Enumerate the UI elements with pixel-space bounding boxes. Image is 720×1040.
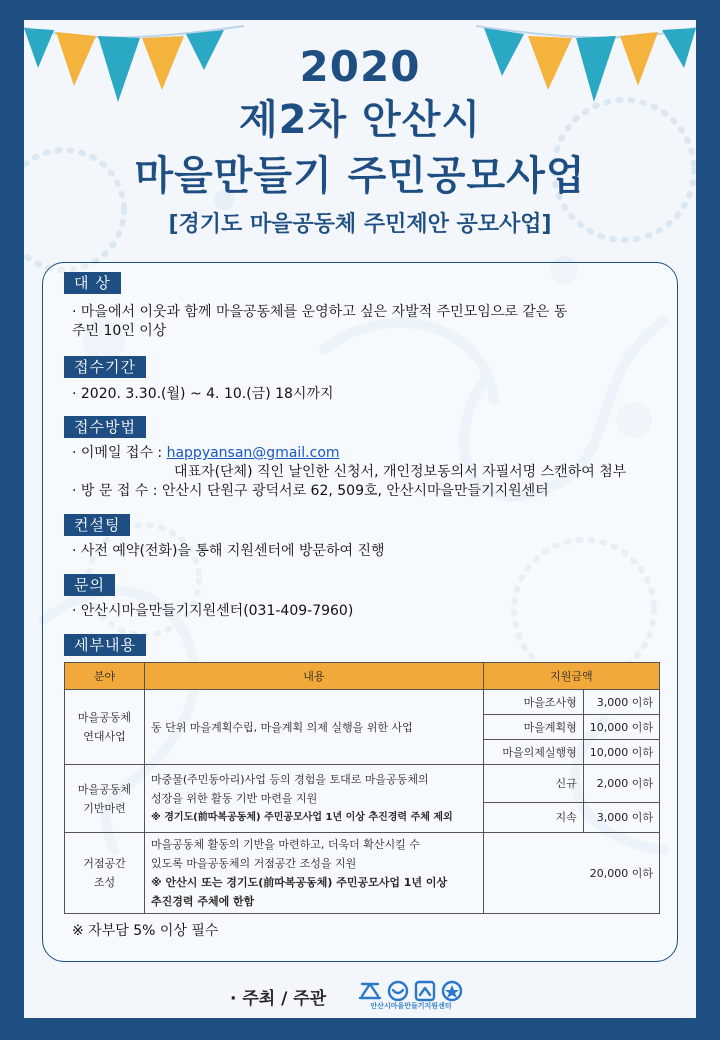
row3-field xyxy=(65,833,145,914)
row1-type-3: 마을의제실행형 xyxy=(483,740,583,765)
row1-field-a: 마을공동체 xyxy=(77,711,132,724)
row1-field xyxy=(65,690,145,765)
label-inquiry: 문의 xyxy=(64,574,115,596)
email-detail: 대표자(단체) 직인 날인한 신청서, 개인정보동의서 자필서명 스캔하여 첨부 xyxy=(174,464,627,480)
table-header-row xyxy=(65,663,660,690)
row1-content: 동 단위 마을계획수립, 마을계획 의제 실행을 위한 사업 xyxy=(145,690,484,765)
title-year: 2020 xyxy=(299,42,421,91)
email-link[interactable]: happyansan@gmail.com xyxy=(166,445,340,461)
label-period: 접수기간 xyxy=(64,356,146,378)
row1-amount-3: 10,000 이하 xyxy=(583,740,659,765)
row2-field-a: 마을공동체 xyxy=(77,782,132,796)
title-block xyxy=(24,42,696,240)
host-label: · 주최 / 주관 xyxy=(230,989,327,1009)
logo-text: 안산시마을만들기지원센터 xyxy=(370,1002,452,1010)
table-row xyxy=(65,690,660,715)
title-line-2: 마을만들기 주민공모사업 xyxy=(134,153,586,199)
row1-field-b: 연대사업 xyxy=(83,730,126,743)
label-method: 접수방법 xyxy=(64,416,146,438)
row3-content-2: 있도록 마을공동체의 거점공간 조성을 지원 xyxy=(151,857,357,870)
period-line: · 2020. 3.30.(월) ~ 4. 10.(금) 18시까지 xyxy=(72,386,334,402)
details-table xyxy=(64,662,660,914)
self-pay-note: ※ 자부담 5% 이상 필수 xyxy=(72,923,219,939)
row1-type-1: 마을조사형 xyxy=(483,690,583,715)
row1-type-2: 마을계획형 xyxy=(483,715,583,740)
row2-content-1: 마중물(주민동아리)사업 등의 경험을 토대로 마을공동체의 xyxy=(151,773,429,786)
header-amount: 지원금액 xyxy=(483,663,659,690)
table-row xyxy=(65,833,660,914)
row3-field-b: 조성 xyxy=(93,876,116,889)
poster xyxy=(24,20,696,1018)
row2-type-1: 신규 xyxy=(483,765,583,803)
table-row xyxy=(65,765,660,803)
row2-type-2: 지속 xyxy=(483,803,583,833)
label-consulting: 컨설팅 xyxy=(64,514,130,536)
row3-content-4: 추진경력 주체에 한함 xyxy=(151,895,255,908)
row1-amount-2: 10,000 이하 xyxy=(583,715,659,740)
header-field: 분야 xyxy=(65,663,145,690)
consulting-line: · 사전 예약(전화)을 통해 지원센터에 방문하여 진행 xyxy=(72,543,385,559)
row2-amount-2: 3,000 이하 xyxy=(583,803,659,833)
target-line-2: 주민 10인 이상 xyxy=(72,323,167,339)
row2-amount-1: 2,000 이하 xyxy=(583,765,659,803)
row3-content-3: ※ 안산시 또는 경기도(前따복공동체) 주민공모사업 1년 이상 xyxy=(151,876,448,889)
header-content: 내용 xyxy=(145,663,484,690)
subtitle: [경기도 마을공동체 주민제안 공모사업] xyxy=(168,212,552,237)
footer xyxy=(24,980,696,1010)
email-prefix: · 이메일 접수 : xyxy=(72,445,167,461)
row3-content-1: 마을공동체 활동의 기반을 마련하고, 더욱더 확산시킬 수 xyxy=(151,838,420,851)
row3-field-a: 거점공간 xyxy=(83,857,126,870)
row3-amount: 20,000 이하 xyxy=(483,833,659,914)
row3-content xyxy=(145,833,484,914)
title-line-1: 제2차 안산시 xyxy=(239,97,481,143)
row2-content xyxy=(145,765,484,833)
row2-content-2: 성장을 위한 활동 기반 마련을 지원 xyxy=(151,792,318,805)
row2-field xyxy=(65,765,145,833)
email-line xyxy=(72,444,340,463)
label-target: 대 상 xyxy=(64,272,121,294)
inquiry-line: · 안산시마을만들기지원센터(031-409-7960) xyxy=(72,603,354,619)
visit-line: · 방 문 접 수 : 안산시 단원구 광덕서로 62, 509호, 안산시마을만들기지원센터 xyxy=(72,483,549,499)
row1-amount-1: 3,000 이하 xyxy=(583,690,659,715)
target-line-1: · 마을에서 이웃과 함께 마을공동체를 운영하고 싶은 자발적 주민모임으로 같은 동 xyxy=(72,304,568,320)
row2-content-3: ※ 경기도(前따복공동체) 주민공모사업 1년 이상 추진경력 주체 제외 xyxy=(151,812,453,823)
row2-field-b: 기반마련 xyxy=(83,801,126,815)
label-details: 세부내용 xyxy=(64,634,146,656)
